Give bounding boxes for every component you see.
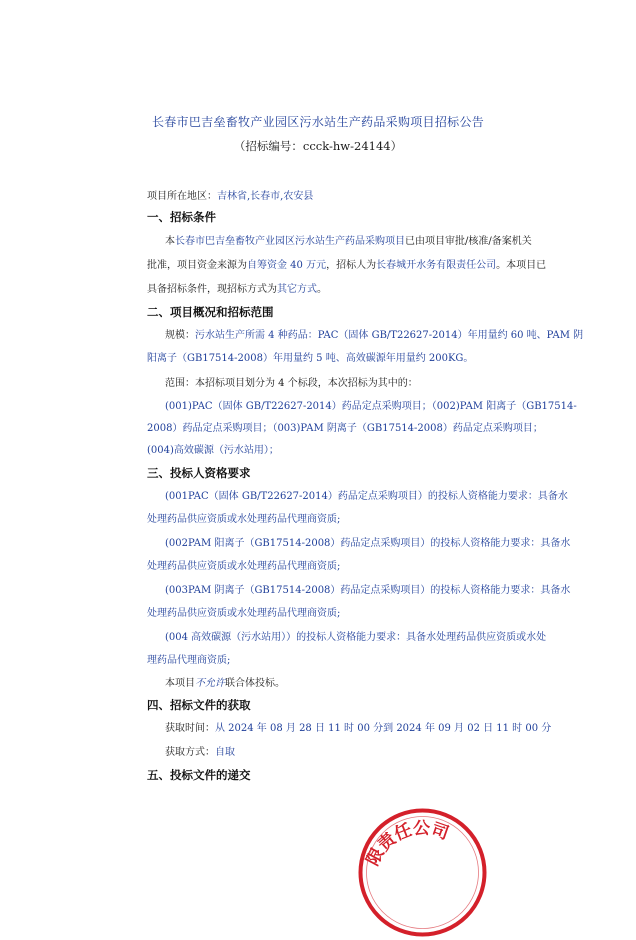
region-value: 吉林省,长春市,农安县 — [217, 191, 314, 202]
section-4-heading: 四、招标文件的获取 — [147, 698, 251, 712]
method-label: 获取方式： — [165, 747, 215, 758]
lot-line-3: (004)高效碳源（污水站用）； — [147, 445, 279, 456]
section-3-heading: 三、投标人资格要求 — [147, 466, 251, 480]
section-1-para-line-2 — [147, 259, 546, 273]
scale-text: 污水站生产所需 4 种药品：PAC（固体 GB/T22627-2014）年用量约 60 吨、PAM 阴 — [195, 330, 584, 341]
text: ，招标人为 — [326, 260, 377, 271]
seal-text-path: 限责任公司 — [362, 818, 452, 870]
section-1-para-line-1 — [165, 235, 532, 249]
acquisition-method — [165, 746, 235, 760]
scale-label: 规模： — [165, 330, 195, 341]
acquisition-time — [165, 722, 551, 736]
method-value: 自取 — [215, 747, 235, 758]
project-name: 长春市巴吉垒畜牧产业园区污水站生产药品采购项目 — [175, 236, 405, 247]
text: 。本项目已 — [496, 260, 547, 271]
range-text: 范围：本招标项目划分为 4 个标段，本次招标为其中的： — [165, 378, 418, 389]
lot-line-1: (001)PAC（固体 GB/T22627-2014）药品定点采购项目；（002)PAM 阳离子（GB17514- — [165, 401, 577, 412]
time-value: 从 2024 年 08 月 28 日 11 时 00 分到 2024 年 09 月 02 日 11 时 00 分 — [215, 723, 552, 734]
scale-line-2: 阳离子（GB17514-2008）年用量约 5 吨、高效碳源年用量约 200KG。 — [147, 353, 474, 364]
section-1-heading: 一、招标条件 — [147, 210, 216, 224]
text: 本项目 — [165, 678, 195, 689]
qualification-4-line-2: 理药品代理商资质; — [147, 655, 231, 666]
text: 联合体投标。 — [225, 678, 285, 689]
project-region — [147, 190, 313, 204]
tender-number: （招标编号：ccck-hw-24144） — [233, 139, 403, 153]
tenderer-name: 长春城开水务有限责任公司 — [376, 260, 497, 271]
qualification-2-line-1: (002PAM 阳离子（GB17514-2008）药品定点采购项目）的投标人资格能力要求：具备水 — [165, 538, 571, 549]
joint-bid-allowed: 不允许 — [195, 678, 225, 689]
region-label: 项目所在地区： — [147, 191, 217, 202]
text: 本 — [165, 236, 175, 247]
company-seal — [355, 805, 490, 940]
qualification-3-line-1: (003PAM 阴离子（GB17514-2008）药品定点采购项目）的投标人资格能力要求：具备水 — [165, 585, 571, 596]
text: 已由项目审批/核准/备案机关 — [405, 236, 532, 247]
seal-text — [363, 819, 451, 869]
fund-source: 自筹资金 40 万元 — [247, 260, 327, 271]
qualification-4-line-1: (004 高效碳源（污水站用））的投标人资格能力要求：具备水处理药品供应资质或水处 — [165, 632, 547, 643]
lot-line-2: 2008）药品定点采购项目；（003)PAM 阴离子（GB17514-2008）药品定点采购项目； — [147, 423, 543, 434]
section-5-heading: 五、投标文件的递交 — [147, 768, 251, 782]
scale-line-1 — [165, 329, 583, 343]
section-1-para-line-3 — [147, 283, 327, 297]
tender-method: 其它方式 — [277, 284, 317, 295]
qualification-1-line-2: 处理药品供应资质或水处理药品代理商资质; — [147, 514, 341, 525]
joint-bid-statement — [165, 677, 285, 691]
qualification-3-line-2: 处理药品供应资质或水处理药品代理商资质; — [147, 608, 341, 619]
qualification-1-line-1: (001PAC（固体 GB/T22627-2014）药品定点采购项目）的投标人资格能力要求：具备水 — [165, 491, 568, 502]
document-title: 长春市巴吉垒畜牧产业园区污水站生产药品采购项目招标公告 — [151, 115, 485, 129]
text: 具备招标条件，现招标方式为 — [147, 284, 277, 295]
text: 。 — [317, 284, 327, 295]
section-2-heading: 二、项目概况和招标范围 — [147, 305, 274, 319]
text: 批准，项目资金来源为 — [147, 260, 247, 271]
time-label: 获取时间： — [165, 723, 215, 734]
qualification-2-line-2: 处理药品供应资质或水处理药品代理商资质; — [147, 561, 341, 572]
